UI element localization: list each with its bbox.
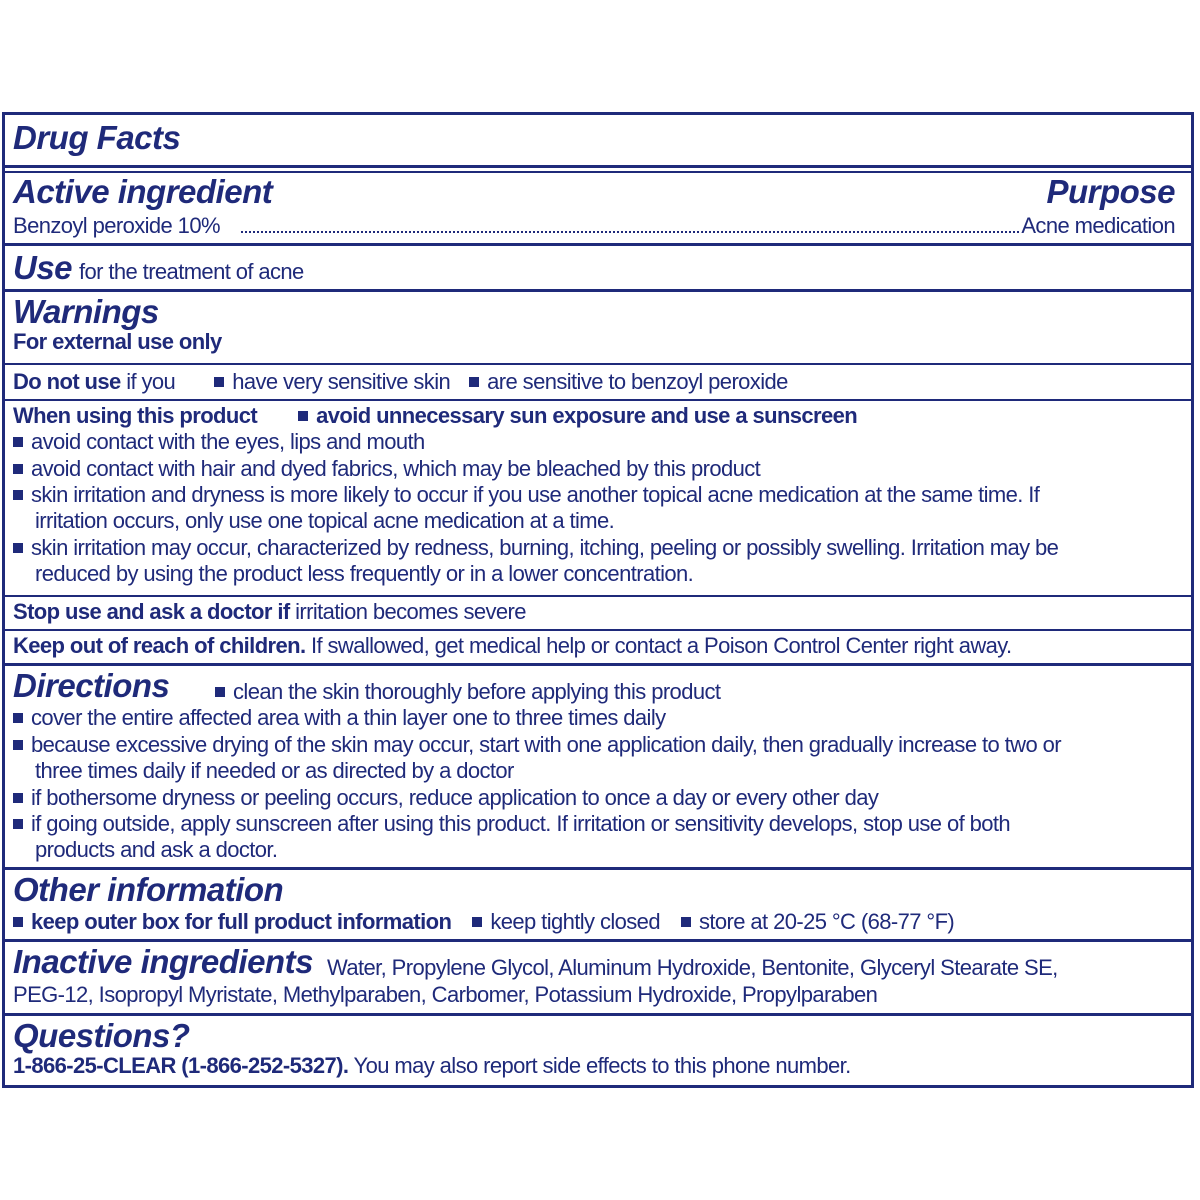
directions-item-continued: products and ask a doctor. [35,837,278,862]
do-not-use-label: Do not use [13,369,121,394]
when-using-item: avoid contact with hair and dyed fabrics, which may be bleached by this product [31,456,761,481]
when-using-item-continued: irritation occurs, only use one topical acne medication at a time. [35,508,615,533]
questions-section [5,1017,1191,1087]
bullet-icon [472,917,482,927]
bullet-icon [13,917,23,927]
warnings-heading: Warnings [13,293,159,330]
when-using-item: skin irritation may occur, characterized by redness, burning, itching, peeling or possibly swelling. Irritation may be [31,535,1059,560]
divider [5,1013,1191,1016]
keep-out-text: If swallowed, get medical help or contact a Poison Control Center right away. [311,633,1012,658]
bullet-icon [13,490,23,500]
directions-item: cover the entire affected area with a thin layer one to three times daily [31,705,666,730]
bullet-icon [13,437,23,447]
drug-facts-title: Drug Facts [13,119,181,156]
other-information-item: keep outer box for full product information [31,909,452,934]
directions-section [5,667,1191,865]
inactive-ingredients-text: PEG-12, Isopropyl Myristate, Methylparaben, Carbomer, Potassium Hydroxide, Propylparaben [13,982,878,1007]
active-ingredient-name: Benzoyl peroxide 10% [13,213,220,238]
use-heading: Use [13,249,73,286]
other-information-item: keep tightly closed [490,909,660,934]
divider [5,243,1191,246]
drug-facts-panel [2,112,1194,1088]
when-using-item: avoid contact with the eyes, lips and mouth [31,429,425,454]
when-using-item: avoid unnecessary sun exposure and use a sunscreen [316,403,858,428]
directions-item: if going outside, apply sunscreen after using this product. If irritation or sensitivity develops, stop use of both [31,811,1011,836]
bullet-icon [13,464,23,474]
directions-item: clean the skin thoroughly before applying this product [233,679,721,704]
other-information-heading: Other information [13,871,284,908]
bullet-icon [298,411,308,421]
active-ingredient-heading: Active ingredient [13,173,273,210]
active-ingredient-purpose: Acne medication [1021,213,1175,238]
when-using-item-continued: reduced by using the product less frequently or in a lower concentration. [35,561,694,586]
divider [5,289,1191,292]
use-text: for the treatment of acne [79,259,304,284]
divider [5,867,1191,870]
questions-heading: Questions? [13,1017,190,1054]
directions-item: because excessive drying of the skin may occur, start with one application daily, then gradually increase to two or [31,732,1061,757]
when-using-section [5,401,1191,595]
bullet-icon [13,740,23,750]
other-information-section [5,871,1191,941]
inactive-ingredients-heading: Inactive ingredients [13,943,313,980]
stop-use-row [5,597,1191,631]
bullet-icon [214,377,224,387]
inactive-ingredients-section [5,943,1191,1013]
bullet-icon [215,687,225,697]
bullet-icon [13,713,23,723]
bullet-icon [13,793,23,803]
keep-out-label: Keep out of reach of children. [13,633,306,658]
inactive-ingredients-text: Water, Propylene Glycol, Aluminum Hydroxide, Bentonite, Glyceryl Stearate SE, [327,955,1058,980]
external-use-text: For external use only [13,329,222,354]
questions-phone: 1-866-25-CLEAR (1-866-252-5327). [13,1053,349,1078]
when-using-item: skin irritation and dryness is more likely to occur if you use another topical acne medication at the same time. If [31,482,1040,507]
when-using-label: When using this product [13,403,258,428]
bullet-icon [13,543,23,553]
do-not-use-row [5,365,1191,399]
bullet-icon [681,917,691,927]
divider [5,939,1191,942]
do-not-use-item: are sensitive to benzoyl peroxide [487,369,788,394]
stop-use-label: Stop use and ask a doctor if [13,599,290,624]
stop-use-text: irritation becomes severe [295,599,526,624]
bullet-icon [13,819,23,829]
directions-item-continued: three times daily if needed or as directed by a doctor [35,758,514,783]
do-not-use-text: if you [126,369,176,394]
divider [5,165,1191,168]
other-information-item: store at 20-25 °C (68-77 °F) [699,909,955,934]
bullet-icon [469,377,479,387]
keep-out-row [5,631,1191,665]
dot-leader [241,231,1019,233]
directions-heading: Directions [13,667,170,704]
questions-text: You may also report side effects to this phone number. [353,1053,851,1078]
do-not-use-item: have very sensitive skin [232,369,451,394]
use-section [5,249,1191,289]
purpose-heading: Purpose [1046,173,1175,210]
directions-item: if bothersome dryness or peeling occurs, reduce application to once a day or every other day [31,785,879,810]
divider [5,663,1191,666]
warnings-section [5,293,1191,363]
